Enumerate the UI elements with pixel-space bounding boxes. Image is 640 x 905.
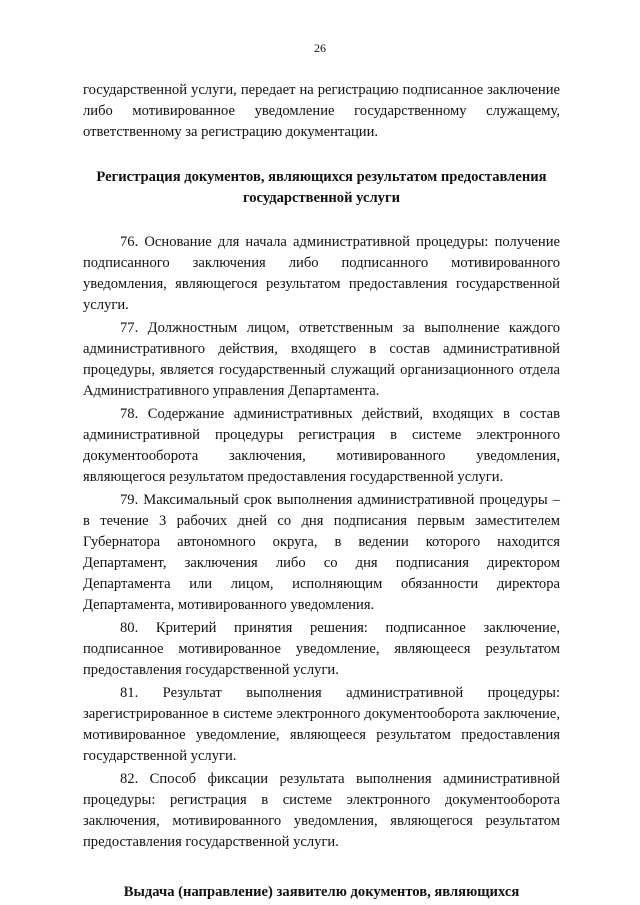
paragraph-78: 78. Содержание административных действий, входящих в состав административной процедуры регистрация в системе электронного документооборота заключения, мотивированного уведомления, являющегося результатом предоставления государственной услуги. — [83, 406, 560, 485]
paragraph-79: 79. Максимальный срок выполнения административной процедуры – в течение 3 рабочих дней со дня подписания первым заместителем Губернатора автономного округа, в ведении которого находится Департамент, заключения либо со дня подписания директором Департамента или лицом, исполняющим обязанности директора Департамента, мотивированного уведомления. — [83, 492, 560, 613]
continuation-paragraph: государственной услуги, передает на регистрацию подписанное заключение либо мотивированное уведомление государственному служащему, ответственному за регистрацию документации. — [83, 82, 560, 140]
page-number: 26 — [314, 41, 326, 55]
paragraph-76: 76. Основание для начала административной процедуры: получение подписанного заключения либо подписанного мотивированного уведомления, являющегося результатом предоставления государственной услуги. — [83, 234, 560, 313]
paragraph-82: 82. Способ фиксации результата выполнения административной процедуры: регистрация в системе электронного документооборота заключения, мотивированного уведомления, являющегося результатом предоставления государственной услуги. — [83, 771, 560, 850]
paragraph-81: 81. Результат выполнения административной процедуры: зарегистрированное в системе электронного документооборота заключение, мотивированное уведомление, являющееся результатом предоставления государственной услуги. — [83, 685, 560, 764]
section-heading-registration: Регистрация документов, являющихся результатом предоставления государственной услуги — [96, 169, 547, 206]
page-content — [83, 80, 560, 903]
paragraph-80: 80. Критерий принятия решения: подписанное заключение, подписанное мотивированное уведомление, являющееся результатом предоставления государственной услуги. — [83, 620, 560, 678]
section-heading-issuance: Выдача (направление) заявителю документов, являющихся — [123, 884, 520, 900]
paragraph-77: 77. Должностным лицом, ответственным за выполнение каждого административного действия, входящего в состав административной процедуры, является государственный служащий организационного отдела Административного управления Департамента. — [83, 320, 560, 399]
